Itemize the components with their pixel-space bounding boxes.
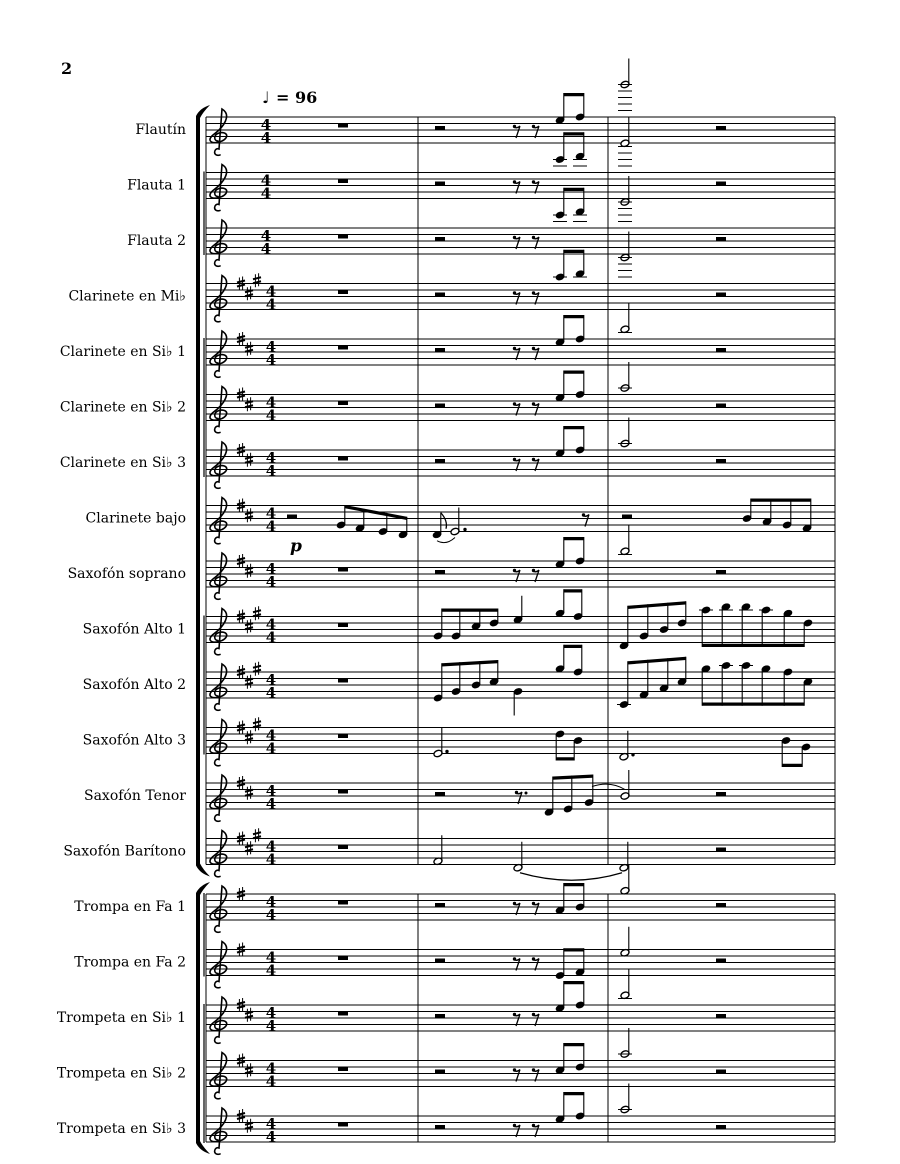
- eighth-rest-dot: [532, 236, 535, 239]
- staff-flauta-1: [127, 165, 835, 211]
- time-signature-top: 4: [265, 726, 277, 745]
- note-beam: [564, 188, 584, 191]
- sharp-bar: [237, 891, 245, 893]
- augmentation-dot: [525, 792, 528, 795]
- eighth-rest-dot: [513, 291, 516, 294]
- eighth-rest-dot: [513, 1068, 516, 1071]
- note-beam: [442, 609, 498, 612]
- instrument-label: Clarinete bajo: [85, 510, 186, 527]
- half-rest: [435, 182, 445, 186]
- sharp-bar: [245, 516, 253, 518]
- time-signature-top: 4: [265, 282, 277, 301]
- staff-system: [57, 109, 835, 1154]
- time-signature-bottom: 4: [265, 906, 277, 924]
- whole-rest: [338, 845, 348, 849]
- eighth-rest-dot: [513, 180, 516, 183]
- eighth-rest-dot: [513, 957, 516, 960]
- time-signature-bottom: 4: [265, 628, 277, 647]
- whole-rest: [338, 290, 348, 294]
- sharp-bar: [245, 845, 253, 847]
- half-rest: [716, 237, 726, 241]
- time-signature-bottom: 4: [260, 129, 272, 147]
- sharp-bar: [237, 451, 245, 453]
- time-signature-bottom: 4: [265, 1128, 277, 1146]
- half-rest: [716, 126, 726, 130]
- whole-rest: [338, 956, 348, 960]
- treble-clef: [210, 720, 227, 766]
- note-beam: [751, 499, 811, 502]
- sharp-bar: [253, 277, 261, 279]
- treble-clef: [210, 109, 227, 155]
- sharp-bar: [237, 285, 245, 287]
- staff-bracket-hook: [196, 864, 210, 877]
- sharp-bar: [253, 721, 261, 723]
- whole-rest: [338, 901, 348, 905]
- note-beam: [564, 315, 584, 318]
- page-number: 2: [61, 59, 73, 78]
- instrument-label: Trompa en Fa 1: [74, 899, 186, 915]
- sharp-bar: [237, 336, 245, 338]
- staff-bracket-hook: [196, 882, 210, 895]
- time-signature-top: 4: [265, 615, 277, 634]
- time-signature-top: 4: [265, 449, 277, 467]
- whole-rest: [338, 623, 348, 627]
- sharp-bar: [253, 666, 261, 668]
- half-rest: [716, 182, 726, 186]
- staff-saxofon-soprano: [68, 553, 835, 599]
- sharp-bar: [245, 1067, 253, 1069]
- treble-clef: [210, 942, 227, 988]
- half-rest: [716, 570, 726, 574]
- instrument-label: Flauta 1: [127, 177, 186, 194]
- staff-saxofon-baritono: [63, 828, 835, 877]
- sharp-bar: [245, 627, 253, 629]
- time-signature-bottom: 4: [265, 850, 277, 869]
- eighth-rest-dot: [582, 513, 585, 516]
- eighth-rest-dot: [513, 902, 516, 905]
- half-rest: [716, 1070, 726, 1074]
- sharp-bar: [237, 614, 245, 616]
- time-signature-top: 4: [265, 504, 277, 523]
- time-signature-bottom: 4: [265, 406, 277, 425]
- sharp-bar: [245, 683, 253, 685]
- half-rest: [716, 293, 726, 297]
- sharp-bar: [237, 1002, 245, 1004]
- time-signature-top: 4: [265, 837, 277, 856]
- time-signature-bottom: 4: [265, 517, 277, 536]
- sharp-bar: [245, 512, 253, 514]
- whole-rest: [338, 679, 348, 683]
- whole-rest: [338, 179, 348, 183]
- note-beam: [564, 250, 584, 253]
- treble-clef: [210, 553, 227, 599]
- note-beam: [702, 703, 804, 706]
- whole-rest: [338, 457, 348, 461]
- eighth-rest-dot: [532, 569, 535, 572]
- half-rest: [435, 570, 445, 574]
- note-beam: [564, 426, 584, 429]
- treble-clef: [210, 165, 227, 211]
- sharp-bar: [253, 614, 261, 616]
- half-rest: [716, 348, 726, 352]
- eighth-rest-dot: [532, 347, 535, 350]
- time-signature-top: 4: [260, 171, 272, 190]
- time-signature-bottom: 4: [265, 462, 277, 480]
- sharp-bar: [245, 350, 253, 352]
- treble-clef: [210, 276, 227, 322]
- sharp-bar: [237, 951, 245, 953]
- eighth-rest-dot: [513, 569, 516, 572]
- staff-clarinete-mib: [68, 273, 835, 322]
- treble-clef: [210, 831, 227, 877]
- sharp-bar: [237, 558, 245, 560]
- time-signature-bottom: 4: [265, 795, 277, 813]
- note-beam: [564, 589, 582, 592]
- eighth-rest-dot: [515, 791, 518, 794]
- augmentation-dot: [631, 753, 634, 756]
- half-rest: [287, 515, 297, 519]
- treble-clef: [210, 331, 227, 377]
- sharp-bar: [237, 1058, 245, 1060]
- note-beam: [564, 645, 582, 648]
- instrument-label: Clarinete en Si♭ 3: [59, 455, 186, 471]
- eighth-rest-dot: [532, 957, 535, 960]
- tempo-value: = 96: [276, 88, 318, 107]
- eighth-rest-dot: [513, 236, 516, 239]
- time-signature-top: 4: [265, 893, 277, 911]
- note-beam: [564, 537, 584, 540]
- staff-clarinete-sib-3: [60, 442, 835, 488]
- half-rest: [716, 959, 726, 963]
- sharp-bar: [253, 725, 261, 727]
- sharp-bar: [237, 784, 245, 786]
- staff-trompeta-sib-1: [57, 997, 835, 1043]
- instrument-label: Saxofón Alto 1: [82, 621, 186, 638]
- sharp-bar: [245, 1127, 253, 1129]
- tie: [437, 538, 455, 543]
- sharp-bar: [245, 738, 253, 740]
- time-signature-bottom: 4: [260, 184, 272, 203]
- staff-flautin: [135, 109, 835, 155]
- half-rest: [435, 1014, 445, 1018]
- sharp-bar: [237, 725, 245, 727]
- eighth-rest-dot: [532, 291, 535, 294]
- whole-rest: [338, 734, 348, 738]
- instrument-label: Trompa en Fa 2: [74, 954, 186, 971]
- sharp-bar: [237, 947, 245, 949]
- half-rest: [716, 903, 726, 907]
- sharp-bar: [253, 670, 261, 672]
- note-beam: [628, 601, 686, 609]
- sharp-bar: [237, 836, 245, 838]
- treble-clef: [210, 220, 227, 266]
- sharp-bar: [237, 780, 245, 782]
- half-rest: [716, 792, 726, 796]
- sharp-bar: [245, 679, 253, 681]
- sharp-bar: [245, 401, 253, 403]
- note-beam: [564, 948, 584, 951]
- half-rest: [622, 515, 632, 519]
- time-signature-top: 4: [265, 1059, 277, 1078]
- sharp-bar: [245, 572, 253, 574]
- treble-clef: [210, 1108, 227, 1154]
- sharp-bar: [253, 832, 261, 834]
- staff-bracket: [196, 116, 200, 866]
- instrument-label: Saxofón Alto 2: [82, 677, 186, 693]
- whole-rest: [338, 1067, 348, 1071]
- eighth-rest-dot: [532, 1013, 535, 1016]
- sharp-bar: [245, 1071, 253, 1073]
- half-rest: [716, 1125, 726, 1129]
- treble-clef: [210, 442, 227, 488]
- time-signature-top: 4: [265, 560, 277, 578]
- staff-saxofon-alto-3: [83, 717, 835, 766]
- staff-bracket: [196, 893, 200, 1143]
- eighth-rest-dot: [513, 125, 516, 128]
- half-rest: [435, 126, 445, 130]
- note-beam: [564, 1092, 584, 1095]
- note-beam: [702, 644, 804, 647]
- time-signature-top: 4: [265, 671, 277, 689]
- sharp-bar: [245, 623, 253, 625]
- half-rest: [435, 237, 445, 241]
- half-rest: [435, 293, 445, 297]
- sharp-bar: [253, 610, 261, 612]
- sharp-bar: [245, 457, 253, 459]
- sharp-bar: [237, 840, 245, 842]
- time-signature-bottom: 4: [265, 961, 277, 980]
- time-signature-top: 4: [265, 1004, 277, 1022]
- sharp-bar: [237, 447, 245, 449]
- sharp-bar: [245, 790, 253, 792]
- half-rest: [435, 959, 445, 963]
- whole-rest: [338, 124, 348, 128]
- sharp-bar: [237, 1062, 245, 1064]
- treble-clef: [210, 886, 227, 932]
- eighth-rest-dot: [513, 347, 516, 350]
- eighth-rest-dot: [532, 458, 535, 461]
- instrument-label: Saxofón Barítono: [63, 843, 186, 860]
- sharp-bar: [253, 281, 261, 283]
- tempo-beat-note: ♩: [262, 88, 270, 107]
- instrument-label: Trompeta en Si♭ 1: [56, 1010, 186, 1026]
- staff-clarinete-sib-2: [60, 387, 835, 433]
- note-beam: [345, 505, 407, 520]
- note-beam: [782, 764, 802, 767]
- eighth-rest-dot: [532, 180, 535, 183]
- time-signature-top: 4: [265, 782, 277, 800]
- staff-bracket-hook: [196, 105, 210, 118]
- whole-rest: [338, 235, 348, 239]
- sharp-bar: [237, 1113, 245, 1115]
- sharp-bar: [237, 729, 245, 731]
- treble-clef: [210, 609, 227, 655]
- instrument-label: Saxofón Tenor: [83, 788, 186, 804]
- sharp-bar: [237, 392, 245, 394]
- note-flag: [441, 513, 447, 529]
- treble-clef: [210, 997, 227, 1043]
- sharp-bar: [245, 346, 253, 348]
- note-beam: [442, 660, 498, 666]
- note-beam: [564, 981, 584, 984]
- instrument-label: Flauta 2: [127, 233, 186, 249]
- sharp-bar: [237, 562, 245, 564]
- treble-clef: [210, 387, 227, 433]
- sharp-bar: [237, 895, 245, 897]
- sharp-bar: [237, 503, 245, 505]
- eighth-rest-dot: [513, 1124, 516, 1127]
- instrument-label: Saxofón soprano: [67, 566, 186, 582]
- whole-rest: [338, 568, 348, 572]
- time-signature-top: 4: [265, 1115, 277, 1133]
- sharp-bar: [237, 340, 245, 342]
- instrument-label: Saxofón Alto 3: [82, 732, 186, 749]
- time-signature-bottom: 4: [265, 295, 277, 314]
- sharp-bar: [237, 673, 245, 675]
- instrument-label: Trompeta en Si♭ 3: [56, 1121, 186, 1137]
- instrument-label: Clarinete en Si♭ 1: [59, 344, 186, 360]
- half-rest: [435, 404, 445, 408]
- staff-trompeta-sib-2: [57, 1053, 835, 1099]
- eighth-rest-dot: [513, 402, 516, 405]
- half-rest: [716, 459, 726, 463]
- time-signature-bottom: 4: [265, 684, 277, 702]
- half-rest: [435, 903, 445, 907]
- augmentation-dot: [463, 528, 466, 531]
- instrument-label: Flautín: [135, 122, 186, 138]
- staff-clarinete-sib-1: [60, 331, 835, 377]
- time-signature-top: 4: [260, 227, 272, 245]
- sharp-bar: [245, 1016, 253, 1018]
- sharp-bar: [245, 734, 253, 736]
- sharp-bar: [237, 396, 245, 398]
- treble-clef: [210, 498, 227, 544]
- whole-rest: [338, 1012, 348, 1016]
- sharp-bar: [245, 794, 253, 796]
- treble-clef: [210, 1053, 227, 1099]
- note-beam: [564, 883, 584, 886]
- note-beam: [556, 757, 574, 760]
- sharp-bar: [237, 1006, 245, 1008]
- sharp-bar: [245, 1012, 253, 1014]
- eighth-rest-dot: [532, 402, 535, 405]
- eighth-rest-dot: [532, 902, 535, 905]
- sharp-bar: [237, 1117, 245, 1119]
- time-signature-top: 4: [265, 948, 277, 967]
- half-rest: [716, 848, 726, 852]
- sharp-bar: [245, 1123, 253, 1125]
- eighth-rest-dot: [532, 1068, 535, 1071]
- sharp-bar: [245, 568, 253, 570]
- time-signature-bottom: 4: [260, 240, 272, 258]
- eighth-rest-dot: [532, 1124, 535, 1127]
- sharp-bar: [245, 290, 253, 292]
- time-signature-bottom: 4: [265, 739, 277, 758]
- sharp-bar: [245, 849, 253, 851]
- time-signature-bottom: 4: [265, 1017, 277, 1035]
- augmentation-dot: [445, 750, 448, 753]
- staff-flauta-2: [127, 220, 835, 266]
- staff-bracket-hook: [196, 1141, 210, 1154]
- time-signature-bottom: 4: [265, 573, 277, 591]
- tie: [520, 873, 622, 881]
- sharp-bar: [237, 281, 245, 283]
- time-signature-bottom: 4: [265, 1072, 277, 1091]
- note-beam: [628, 657, 686, 665]
- half-rest: [716, 404, 726, 408]
- sharp-bar: [245, 294, 253, 296]
- sharp-bar: [237, 618, 245, 620]
- whole-rest: [338, 1123, 348, 1127]
- time-signature-top: 4: [260, 116, 272, 134]
- half-rest: [435, 459, 445, 463]
- staff-trompa-fa-2: [74, 942, 835, 988]
- sharp-bar: [237, 507, 245, 509]
- whole-rest: [338, 790, 348, 794]
- time-signature-bottom: 4: [265, 351, 277, 369]
- time-signature-top: 4: [265, 393, 277, 412]
- treble-clef: [210, 664, 227, 710]
- sharp-bar: [253, 836, 261, 838]
- eighth-rest-dot: [513, 1013, 516, 1016]
- half-rest: [435, 348, 445, 352]
- half-rest: [435, 1125, 445, 1129]
- eighth-rest-dot: [532, 125, 535, 128]
- note-beam: [564, 93, 584, 96]
- whole-rest: [338, 401, 348, 405]
- time-signature-top: 4: [265, 338, 277, 356]
- sharp-bar: [245, 461, 253, 463]
- staff-trompeta-sib-3: [57, 1108, 835, 1154]
- note-beam: [564, 371, 584, 374]
- note-beam: [553, 775, 593, 780]
- half-rest: [435, 792, 445, 796]
- instrument-label: Clarinete en Si♭ 2: [59, 399, 186, 416]
- note-beam: [564, 132, 584, 135]
- instrument-label: Trompeta en Si♭ 2: [56, 1065, 186, 1082]
- half-rest: [716, 1014, 726, 1018]
- whole-rest: [338, 346, 348, 350]
- sharp-bar: [245, 405, 253, 407]
- sharp-bar: [237, 669, 245, 671]
- staff-trompa-fa-1: [74, 886, 835, 932]
- tempo-marking: [262, 88, 317, 107]
- half-rest: [435, 1070, 445, 1074]
- instrument-label: Clarinete en Mi♭: [68, 288, 186, 305]
- dynamic-marking: p: [290, 536, 302, 557]
- note-beam: [564, 1043, 584, 1046]
- treble-clef: [210, 775, 227, 821]
- eighth-rest-dot: [513, 458, 516, 461]
